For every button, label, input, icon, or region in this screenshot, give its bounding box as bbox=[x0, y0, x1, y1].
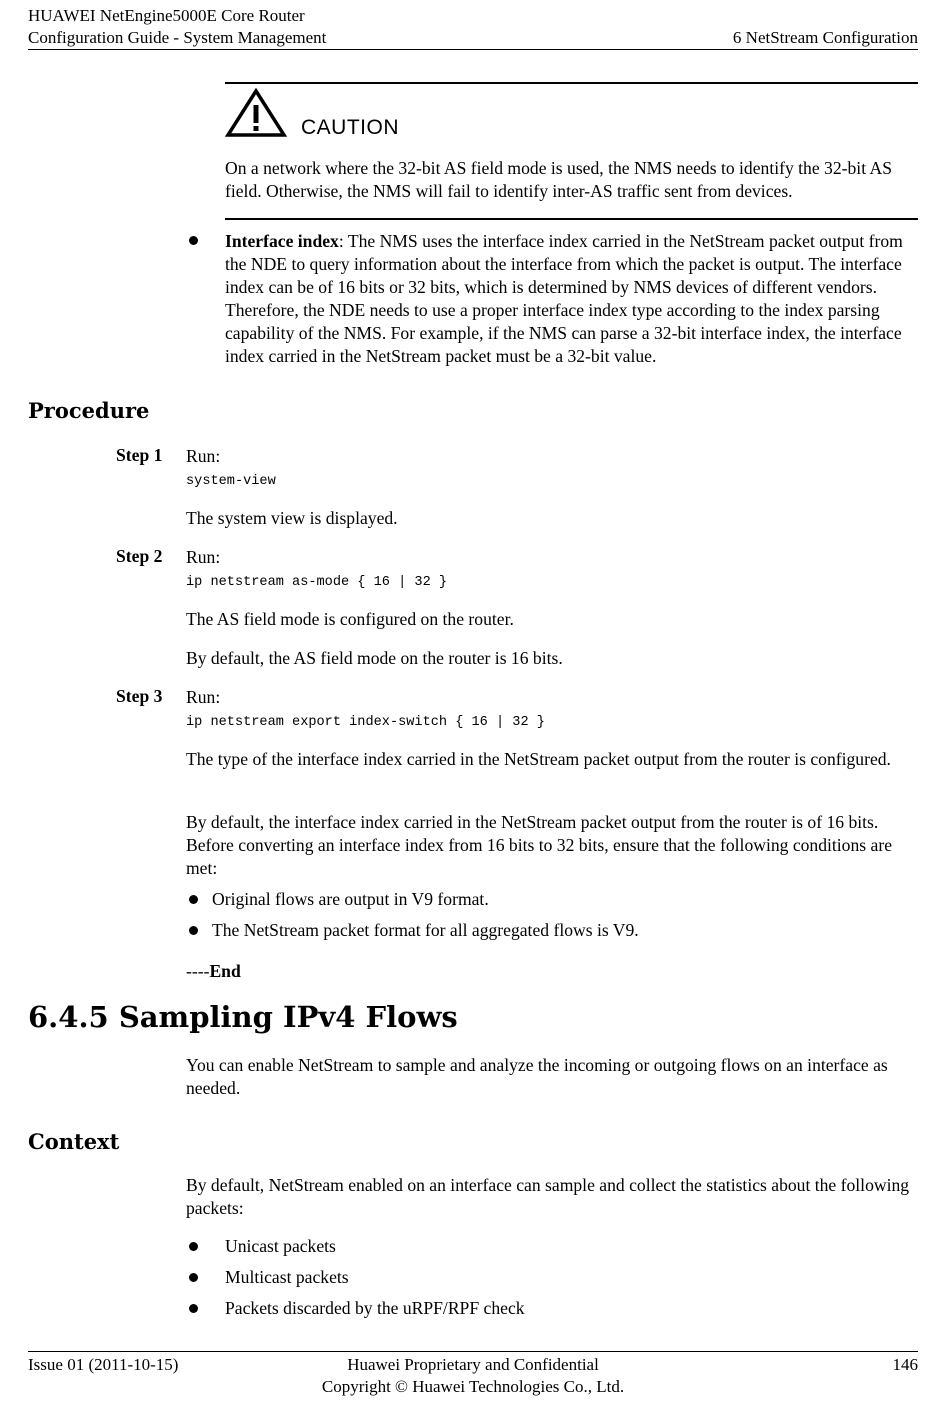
context-bullet: Packets discarded by the uRPF/RPF check bbox=[225, 1298, 525, 1318]
caution-top-rule bbox=[225, 82, 918, 84]
step-1-note: The system view is displayed. bbox=[186, 508, 398, 528]
bullet-icon bbox=[189, 926, 198, 935]
procedure-end bbox=[186, 960, 241, 983]
header-rule bbox=[28, 49, 918, 50]
step-1-run: Run: bbox=[186, 446, 221, 466]
header-product: HUAWEI NetEngine5000E Core Router bbox=[28, 6, 305, 25]
header-chapter: 6 NetStream Configuration bbox=[732, 28, 918, 47]
context-text: By default, NetStream enabled on an interface can sample and collect the statistics about the following packets: bbox=[186, 1175, 910, 1218]
interface-index-paragraph bbox=[225, 230, 919, 368]
bullet-icon bbox=[189, 236, 198, 245]
warning-triangle-icon bbox=[225, 88, 287, 138]
context-bullet: Unicast packets bbox=[225, 1236, 336, 1256]
header-guide: Configuration Guide - System Management bbox=[28, 28, 327, 47]
step-2-label: Step 2 bbox=[116, 546, 163, 566]
context-bullet: Multicast packets bbox=[225, 1267, 349, 1287]
bullet-icon bbox=[189, 1242, 198, 1251]
step-3-run: Run: bbox=[186, 687, 221, 707]
footer-confidential: Huawei Proprietary and Confidential bbox=[347, 1355, 599, 1374]
bullet-icon bbox=[189, 895, 198, 904]
step-1-command: system-view bbox=[186, 474, 276, 489]
interface-index-term: Interface index bbox=[225, 231, 339, 251]
step-3-label: Step 3 bbox=[116, 686, 163, 706]
footer-copyright: Copyright © Huawei Technologies Co., Ltd. bbox=[321, 1377, 625, 1396]
footer-issue: Issue 01 (2011-10-15) bbox=[28, 1355, 179, 1374]
footer-rule bbox=[28, 1351, 918, 1352]
step-2-default-note: By default, the AS field mode on the router is 16 bits. bbox=[186, 648, 563, 668]
interface-index-text: : The NMS uses the interface index carried in the NetStream packet output from the NDE to query information about the interface from which the packet is output. The interface index can be of 16 bits or 32 bits, which is determined by NMS devices of different vendors. Therefore, the NDE needs to use a proper interface index type according to the index parsing capability of the NMS. For example, if the NMS can parse a 32-bit interface index, the interface index carried in the NetStream packet must be a 32-bit value. bbox=[225, 231, 903, 366]
caution-text: On a network where the 32-bit AS field mode is used, the NMS needs to identify the 32-bit AS field. Otherwise, the NMS will fail to identify inter-AS traffic sent from devices. bbox=[225, 158, 892, 201]
caution-label: CAUTION bbox=[301, 116, 399, 139]
end-dashes: ---- bbox=[186, 961, 210, 981]
step-3-condition: Original flows are output in V9 format. bbox=[212, 889, 489, 909]
step-1-label: Step 1 bbox=[116, 445, 163, 465]
step-2-run: Run: bbox=[186, 547, 221, 567]
step-2-note: The AS field mode is configured on the router. bbox=[186, 609, 514, 629]
bullet-icon bbox=[189, 1304, 198, 1313]
section-intro: You can enable NetStream to sample and analyze the incoming or outgoing flows on an interface as needed. bbox=[186, 1055, 888, 1098]
page-number: 146 bbox=[892, 1355, 918, 1374]
step-3-note: The type of the interface index carried in the NetStream packet output from the router is configured. bbox=[186, 749, 891, 769]
step-3-default-note: By default, the interface index carried in the NetStream packet output from the router is of 16 bits. Before converting an interface index from 16 bits to 32 bits, ensure that the following conditions are met: bbox=[186, 812, 893, 878]
context-heading: Context bbox=[28, 1129, 120, 1154]
step-3-command: ip netstream export index-switch { 16 | 32 } bbox=[186, 715, 545, 730]
step-3-condition: The NetStream packet format for all aggregated flows is V9. bbox=[212, 920, 639, 940]
bullet-icon bbox=[189, 1273, 198, 1282]
procedure-heading: Procedure bbox=[28, 398, 150, 423]
caution-bottom-rule bbox=[225, 218, 918, 220]
section-title: 6.4.5 Sampling IPv4 Flows bbox=[28, 1000, 458, 1034]
end-word: End bbox=[209, 961, 241, 981]
step-2-command: ip netstream as-mode { 16 | 32 } bbox=[186, 575, 448, 590]
